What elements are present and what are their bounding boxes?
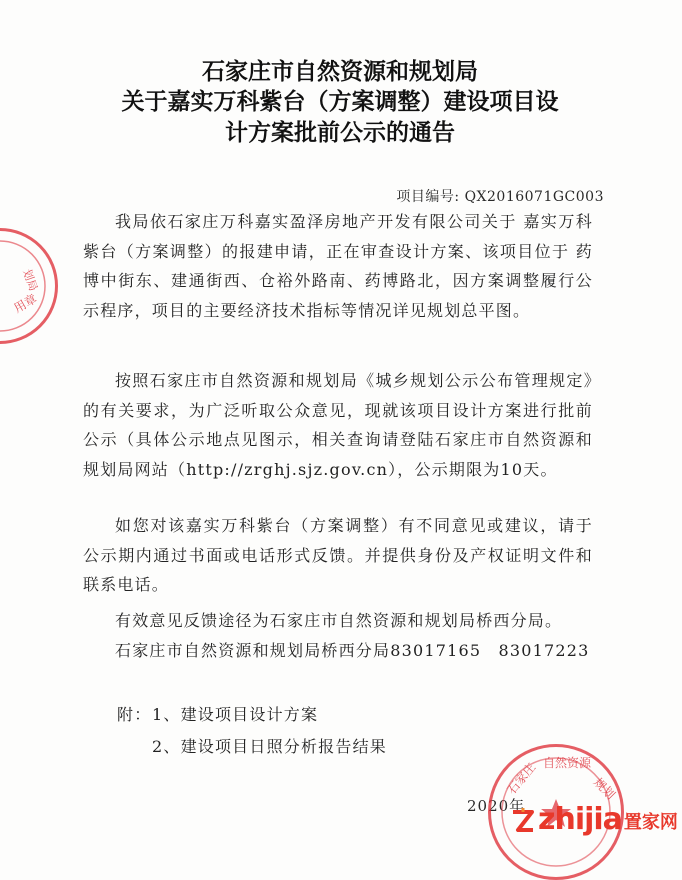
site-watermark — [510, 800, 678, 836]
attachment-item-1: 1、建设项目设计方案 — [152, 705, 319, 724]
paragraph-feedback: 如您对该嘉实万科紫台（方案调整）有不同意见或建议，请于公示期内通过书面或电话形式反馈。并提供身份及产权证明文件和联系电话。 — [83, 516, 593, 594]
project-number: 项目编号: QX2016071GC003 — [396, 189, 604, 205]
svg-text:规划: 规划 — [590, 775, 618, 803]
title-line-2: 关于嘉实万科紫台（方案调整）建设项目设 — [121, 89, 559, 115]
paragraph-feedback-channel: 有效意见反馈途径为石家庄市自然资源和规划局桥西分局。 — [115, 611, 563, 630]
watermark-chinese-text: 置家网 — [623, 812, 678, 833]
attachments-label: 附： — [117, 705, 152, 724]
title-line-3: 计方案批前公示的通告 — [225, 120, 455, 146]
paragraph-publicity: 按照石家庄市自然资源和规划局《城乡规划公示公布管理规定》的有关要求，为广泛听取公众意见，现就该项目设计方案进行批前公示（具体公示地点见图示，相关查询请登陆石家庄市自然资源和规划局网站（http://zrghj.sjz.gov.cn），公示期限为10天。 — [83, 371, 593, 479]
attachment-item-2: 2、建设项目日照分析报告结果 — [152, 737, 387, 756]
title-line-1: 石家庄市自然资源和规划局 — [202, 59, 478, 85]
svg-text:用章: 用章 — [11, 291, 40, 316]
svg-text:自然资源: 自然资源 — [543, 756, 592, 770]
watermark-logo-icon — [510, 806, 536, 836]
paragraph-phone-numbers: 石家庄市自然资源和规划局桥西分局83017165 83017223 — [115, 641, 590, 660]
official-seal-left — [0, 228, 58, 344]
watermark-latin-text: zhijia — [538, 802, 622, 837]
svg-text:石家庄: 石家庄 — [504, 760, 539, 797]
paragraph-application: 我局依石家庄万科嘉实盈泽房地产开发有限公司关于 嘉实万科紫台（方案调整）的报建申请，正在审查设计方案、该项目位于 药博中街东、建通街西、仓裕外路南、药博路北，因方案调整履行公示程序，项目的主要经济技术指标等情况详见规划总平图。 — [83, 212, 593, 320]
issue-date: 2020年 — [467, 797, 526, 815]
svg-text:划局: 划局 — [20, 267, 40, 293]
